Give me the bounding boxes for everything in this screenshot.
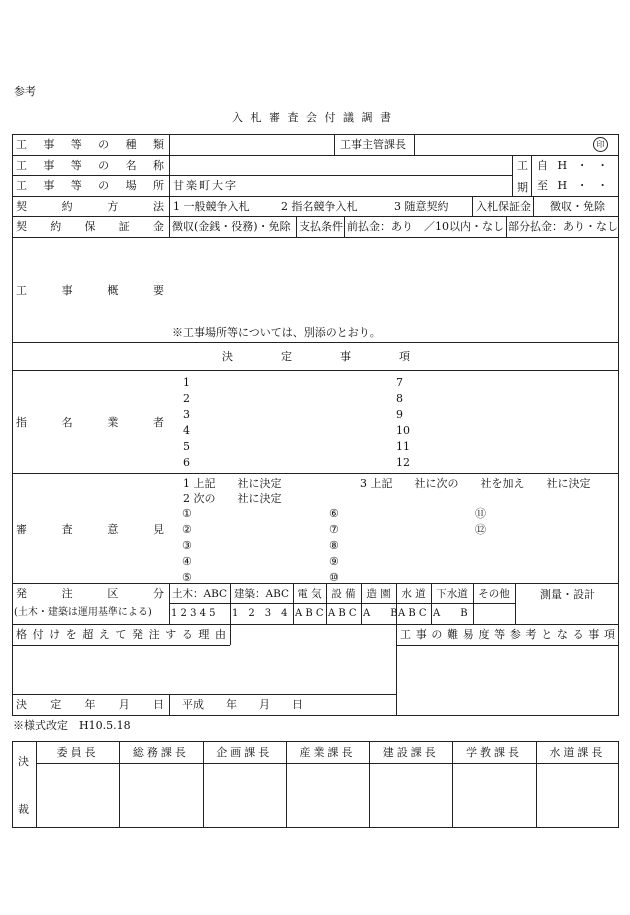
order-class-head[interactable]: 設 備 [331, 588, 356, 600]
label-reason: 格 付 け を 超 え て 発 注 す る 理 由 [16, 628, 226, 641]
deposit-value[interactable]: 徴収(金銭・役務)・免除 [172, 220, 291, 233]
form-title: 入 札 審 査 会 付 議 調 書 [232, 111, 392, 124]
circled-item: ⑫ [475, 523, 486, 536]
label-contract-method: 契 約 方 法 [16, 200, 164, 213]
circled-item: ⑦ [329, 523, 339, 536]
order-class-head[interactable]: 造 園 [366, 588, 391, 600]
approver-header: 委員長 [56, 746, 99, 759]
label-order-class-note: (土木・建築は運用基準による) [14, 607, 152, 618]
approver-header: 水道課長 [549, 746, 606, 759]
period-label-1: 工 [517, 159, 528, 172]
order-class-head[interactable]: 水 道 [401, 588, 426, 600]
order-class-head[interactable]: その他 [478, 588, 510, 600]
survey-label: 測量・設計 [540, 588, 595, 601]
contract-method-3[interactable]: 3 随意契約 [394, 200, 449, 213]
reference-label: 参考 [14, 85, 36, 98]
summary-note: ※工事場所等については、別添のとおり。 [172, 326, 381, 339]
seal-mark: 印 [593, 137, 608, 152]
order-class-head[interactable]: 建築：ABC [233, 588, 290, 600]
approver-header: 産業課長 [299, 746, 356, 759]
bid-deposit-value[interactable]: 徴収・免除 [550, 200, 605, 213]
label-contract-deposit: 契 約 保 証 金 [16, 220, 164, 233]
circled-item: ⑩ [329, 571, 339, 584]
opinion-option-3[interactable]: 3 上記 社に次の 社を加え 社に決定 [360, 477, 591, 490]
decision-header: 決 定 事 項 [222, 350, 410, 363]
circled-item: ⑪ [475, 507, 486, 520]
order-class-sub[interactable]: A B C [295, 608, 324, 619]
circled-item: ① [182, 507, 192, 520]
circled-item: ⑨ [329, 555, 339, 568]
firm-item: 12 [396, 456, 410, 469]
firm-item: 1 [183, 376, 190, 389]
period-label-2: 期 [517, 181, 528, 194]
label-work-name: 工 事 等 の 名 称 [16, 159, 164, 172]
firm-item: 8 [396, 392, 403, 405]
firm-item: 9 [396, 408, 403, 421]
advance-payment[interactable]: 前払金：あり ／10以内・なし [347, 220, 504, 233]
order-class-head[interactable]: 電 気 [297, 588, 322, 600]
opinion-option-1[interactable]: 1 上記 社に決定 [183, 477, 282, 490]
period-to[interactable]: 至 H ・ ・ [537, 179, 609, 192]
firm-item: 2 [183, 392, 190, 405]
circled-item: ③ [182, 539, 192, 552]
label-work-summary: 工 事 概 要 [16, 284, 164, 297]
approver-header: 総務課長 [132, 746, 189, 759]
opinion-option-2[interactable]: 2 次の 社に決定 [183, 492, 282, 505]
contract-method-2[interactable]: 2 指名競争入札 [281, 200, 358, 213]
firm-item: 3 [183, 408, 190, 421]
firm-item: 6 [183, 456, 190, 469]
decision-date-value[interactable]: 平成 年 月 日 [182, 698, 303, 711]
order-class-sub[interactable]: 1 2 3 4 5 [171, 608, 216, 619]
payment-label: 支払条件 [299, 220, 343, 233]
label-work-type: 工 事 等 の 種 類 [16, 138, 164, 151]
approver-header: 企画課長 [216, 746, 273, 759]
order-class-head[interactable]: 土木：ABC [171, 588, 228, 600]
order-class-sub[interactable]: A B C [328, 608, 357, 619]
firm-item: 5 [183, 440, 190, 453]
period-from[interactable]: 自 H ・ ・ [537, 159, 609, 172]
bid-deposit-label: 入札保証金 [476, 200, 531, 213]
order-class-sub[interactable]: A B [433, 608, 468, 619]
partial-payment[interactable]: 部分払金：あり・なし [508, 220, 618, 233]
kessai-label-2: 裁 [18, 803, 29, 816]
order-class-sub[interactable]: 1 2 3 4 [232, 608, 288, 619]
firm-item: 7 [396, 376, 403, 389]
label-difficulty: 工 事 の 難 易 度 等 参 考 と な る 事 項 [400, 628, 615, 641]
label-work-place: 工 事 等 の 場 所 [16, 179, 164, 192]
circled-item: ⑥ [329, 507, 339, 520]
label-review-opinion: 審 査 意 見 [16, 523, 164, 536]
revision-note: ※様式改定 H10.5.18 [13, 719, 131, 732]
kessai-label-1: 決 [18, 755, 29, 768]
label-designated-firms: 指 名 業 者 [16, 416, 164, 429]
firm-item: 11 [396, 440, 410, 453]
circled-item: ⑤ [182, 571, 192, 584]
order-class-head[interactable]: 下水道 [436, 588, 468, 600]
label-decision-date: 決 定 年 月 日 [16, 698, 164, 711]
order-class-sub[interactable]: A B C [398, 608, 427, 619]
supervisor-label: 工事主管課長 [340, 138, 406, 151]
firm-item: 4 [183, 424, 190, 437]
firm-item: 10 [396, 424, 410, 437]
circled-item: ④ [182, 555, 192, 568]
approver-header: 学教課長 [466, 746, 523, 759]
work-place-value[interactable]: 甘楽町大字 [173, 179, 238, 192]
circled-item: ⑧ [329, 539, 339, 552]
approver-header: 建設課長 [382, 746, 439, 759]
circled-item: ② [182, 523, 192, 536]
label-order-class: 発 注 区 分 [16, 587, 164, 600]
contract-method-1[interactable]: 1 一般競争入札 [173, 200, 250, 213]
order-class-sub[interactable]: A B [363, 608, 398, 619]
